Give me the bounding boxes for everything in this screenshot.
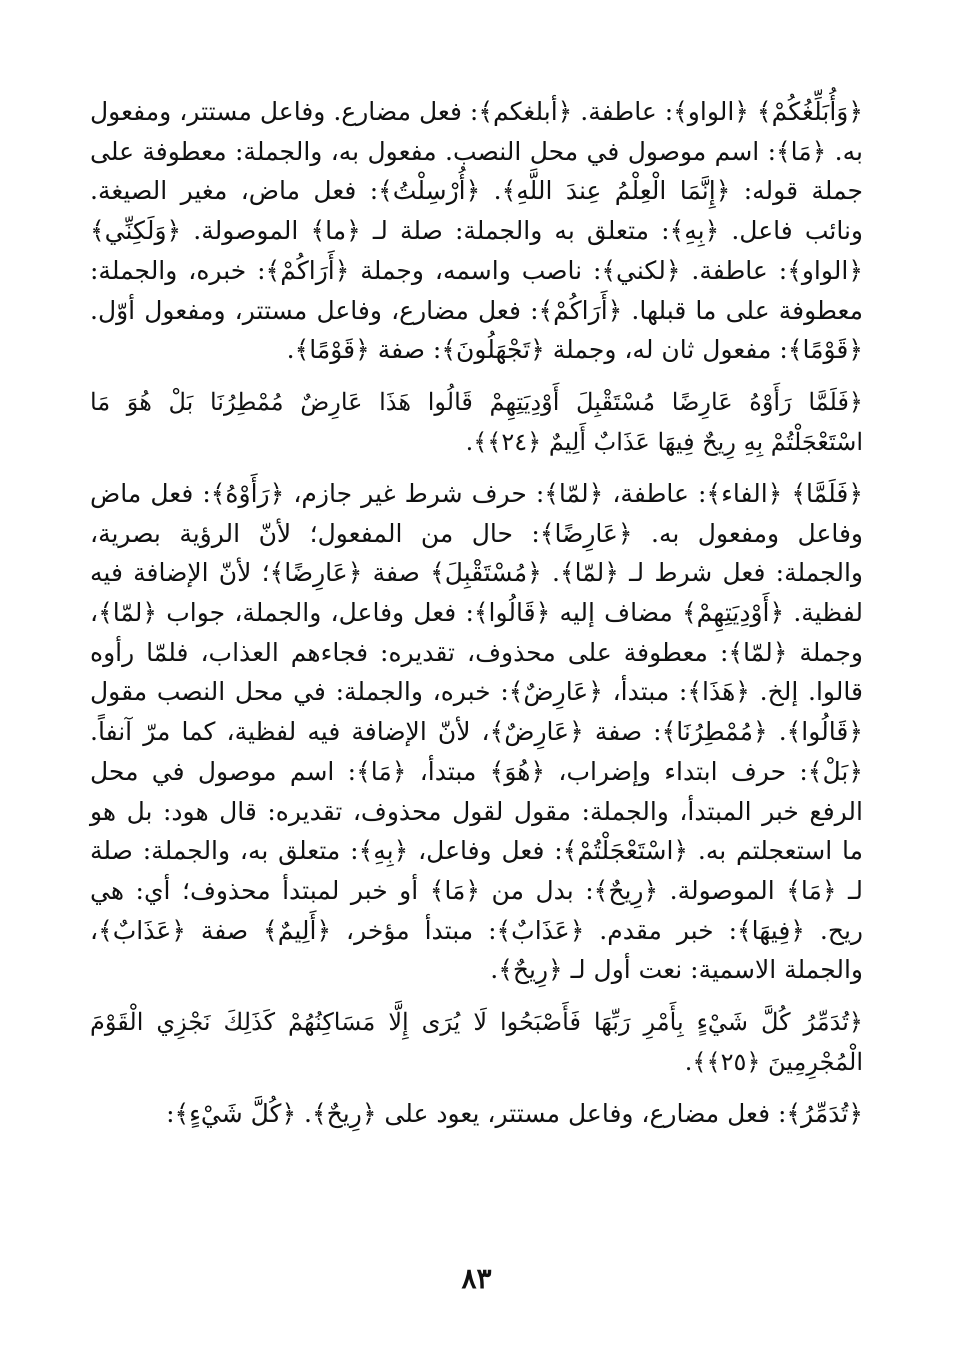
grammar-paragraph-verse-23: ﴿وَأُبَلِّغُكُمْ﴾ ﴿الواو﴾: عاطفة. ﴿أبلغكم﴾: فعل مضارع. وفاعل مستتر، ومفعول به. ﴿مَا﴾: اسم موصول في محل النصب. مفعول به، والجملة: معطوفة على جملة قوله: ﴿إِنَّمَا الْعِلْمُ عِندَ اللَّهِ﴾. ﴿أُرْسِلْتُ﴾: فعل ماض، مغير الصيغة. ونائب فاعل. ﴿بِهِ﴾: متعلق به والجملة: صلة لـ ﴿ما﴾ الموصولة. ﴿وَلَكِنِّي﴾ ﴿الواو﴾: عاطفة. ﴿لكني﴾: ناصب واسمه، وجملة ﴿أَرَاكُمْ﴾: خبره، والجملة: معطوفة على ما قبلها. ﴿أَرَاكُمْ﴾: فعل مضارع، وفاعل مستتر، ومفعول أوّل. ﴿قَوْمًا﴾: مفعول ثان له، وجملة ﴿تَجْهَلُونَ﴾: صفة ﴿قَوْمًا﴾. xyxy=(90,97,863,365)
quran-verse-24: ﴿فَلَمَّا رَأَوْهُ عَارِضًا مُسْتَقْبِلَ أَوْدِيَتِهِمْ قَالُوا هَذَا عَارِضٌ مُمْطِرُنَا بَلْ هُوَ مَا اسْتَعْجَلْتُمْ بِهِ رِيحٌ فِيهَا عَذَابٌ أَلِيمٌ ﴿٢٤﴾﴾. xyxy=(90,387,863,456)
grammar-paragraph-verse-24: ﴿فَلَمَّا﴾ ﴿الفاء﴾: عاطفة، ﴿لمّا﴾: حرف شرط غير جازم، ﴿رَأَوْهُ﴾: فعل ماض وفاعل ومفعول به. ﴿عَارِضًا﴾: حال من المفعول؛ لأنّ الرؤية بصرية، والجملة: فعل شرط لـ ﴿لمّا﴾. ﴿مُسْتَقْبِلَ﴾ صفة ﴿عَارِضًا﴾؛ لأنّ الإضافة فيه لفظية. ﴿أَوْدِيَتِهِمْ﴾ مضاف إليه ﴿قَالُوا﴾: فعل وفاعل، والجملة، جواب ﴿لمّا﴾، وجملة ﴿لمّا﴾: معطوفة على محذوف، تقديره: فجاءهم العذاب، فلمّا رأوه قالوا. إلخ. ﴿هَذَا﴾: مبتدأ، ﴿عَارِضٌ﴾: خبره، والجملة: في محل النصب مقول ﴿قَالُوا﴾. ﴿مُمْطِرُنَا﴾: صفة ﴿عَارِضٌ﴾، لأنّ الإضافة فيه لفظية، كما مرّ آنفاً. ﴿بَلْ﴾: حرف ابتداء وإضراب، ﴿هُوَ﴾ مبتدأ، ﴿مَا﴾: اسم موصول في محل الرفع خبر المبتدأ، والجملة: مقول لقول محذوف، تقديره: قال هود: بل هو ما استعجلتم به. ﴿اسْتَعْجَلْتُمْ﴾: فعل وفاعل، ﴿بِهِ﴾: متعلق به، والجملة: صلة لـ ﴿مَا﴾ الموصولة. ﴿رِيحٌ﴾: بدل من ﴿مَا﴾ أو خبر لمبتدأ محذوف؛ أي: هي ريح. ﴿فِيهَا﴾: خبر مقدم. ﴿عَذَابٌ﴾: مبتدأ مؤخر، ﴿أَلِيمٌ﴾ صفة ﴿عَذَابٌ﴾، والجملة الاسمية: نعت أول لـ ﴿رِيحٌ﴾. xyxy=(90,478,863,985)
grammar-paragraph-verse-25: ﴿تُدَمِّرُ﴾: فعل مضارع، وفاعل مستتر، يعود على ﴿رِيحٌ﴾. ﴿كُلَّ شَيْءٍ﴾: xyxy=(166,1099,863,1129)
quran-verse-25: ﴿تُدَمِّرُ كُلَّ شَيْءٍ بِأَمْرِ رَبِّهَا فَأَصْبَحُوا لَا يُرَى إِلَّا مَسَاكِنُهُمْ كَذَلِكَ نَجْزِي الْقَوْمَ الْمُجْرِمِينَ ﴿٢٥﴾﴾. xyxy=(90,1008,863,1077)
page-number: ٨٣ xyxy=(461,1262,492,1295)
